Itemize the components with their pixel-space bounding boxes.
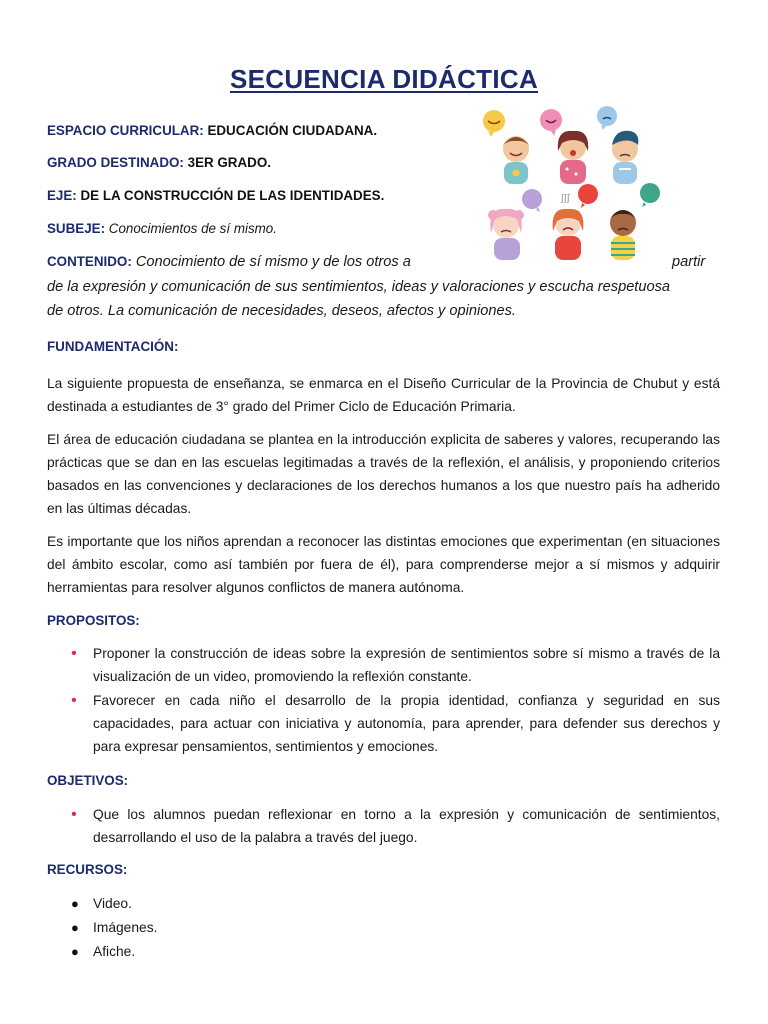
eje-row <box>47 188 384 203</box>
contenido-line-1 <box>47 254 411 270</box>
list-item: • Que los alumnos puedan reflexionar en torno a la expresión y comunicación de sentimientos, desarrollando el uso de la palabra a través del juego. <box>47 803 720 849</box>
propositos-heading: PROPOSITOS: <box>47 613 140 628</box>
bullet-icon: ● <box>71 920 79 935</box>
list-item: ● Video. <box>47 892 720 915</box>
bullet-icon: • <box>71 645 77 662</box>
grado-row <box>47 155 271 170</box>
fundamentacion-paragraph-2: El área de educación ciudadana se plantea en la introducción explicita de saberes y valores, recuperando las prácticas que se dan en las escuelas legitimadas a través de la reflexión, el análisis, y proponiendo criterios basados en las convenciones y declaraciones de los derechos humanos a los que nuestro país ha adherido en las últimas décadas. <box>47 432 720 516</box>
objetivos-heading: OBJETIVOS: <box>47 773 129 788</box>
eje-label: EJE: <box>47 188 77 203</box>
subeje-value: Conocimientos de sí mismo. <box>108 221 277 236</box>
list-item: ● Imágenes. <box>47 916 720 939</box>
list-item: • Favorecer en cada niño el desarrollo de la propia identidad, confianza y seguridad en sus capacidades, para actuar con iniciativa y autonomía, para aprender, para defender sus derechos y para expresar pensamientos, sentimientos y emociones. <box>47 689 720 758</box>
fundamentacion-heading: FUNDAMENTACIÓN: <box>47 339 179 354</box>
svg-text:ʃʃʃ: ʃʃʃ <box>561 194 571 204</box>
recursos-list <box>47 892 720 964</box>
bullet-icon: ● <box>71 944 79 959</box>
contenido-line-3: de otros. La comunicación de necesidades, deseos, afectos y opiniones. <box>47 303 516 319</box>
contenido-label: CONTENIDO: <box>47 254 132 269</box>
grado-value: 3ER GRADO. <box>187 155 271 170</box>
espacio-curricular-row <box>47 123 377 138</box>
fundamentacion-paragraph-3: Es importante que los niños aprendan a reconocer las distintas emociones que experimentan (en situaciones del ámbito escolar, como así también por fuera de él), para comprenderse mejor a sí mismos y adquirir herramientas para resolver algunos conflictos de manera autónoma. <box>47 534 720 595</box>
contenido-text-b: partir <box>672 254 706 270</box>
bullet-icon: ● <box>71 896 79 911</box>
subeje-label: SUBEJE: <box>47 221 106 236</box>
espacio-label: ESPACIO CURRICULAR: <box>47 123 204 138</box>
bullet-icon: • <box>71 806 77 823</box>
fundamentacion-paragraph-1: La siguiente propuesta de enseñanza, se enmarca en el Diseño Curricular de la Provincia de Chubut y está destinada a estudiantes de 3° grado del Primer Ciclo de Educación Primaria. <box>47 376 720 414</box>
children-emotions-illustration <box>472 103 672 265</box>
recursos-heading: RECURSOS: <box>47 862 128 877</box>
contenido-line-2: de la expresión y comunicación de sus sentimientos, ideas y valoraciones y escucha respetuosa <box>47 279 671 295</box>
subeje-row <box>47 221 277 236</box>
list-item: • Proponer la construcción de ideas sobre la expresión de sentimientos sobre sí mismo a través de la visualización de un video, promoviendo la reflexión constante. <box>47 642 720 688</box>
objetivos-list <box>47 803 720 850</box>
propositos-list <box>47 642 720 759</box>
bullet-icon: • <box>71 692 77 709</box>
eje-value: DE LA CONSTRUCCIÓN DE LAS IDENTIDADES. <box>80 188 385 203</box>
grado-label: GRADO DESTINADO: <box>47 155 184 170</box>
espacio-value: EDUCACIÓN CIUDADANA. <box>207 123 378 138</box>
list-item: ● Afiche. <box>47 940 720 963</box>
page-title: SECUENCIA DIDÁCTICA <box>229 64 539 94</box>
contenido-text-a: Conocimiento de sí mismo y de los otros a <box>135 254 411 270</box>
